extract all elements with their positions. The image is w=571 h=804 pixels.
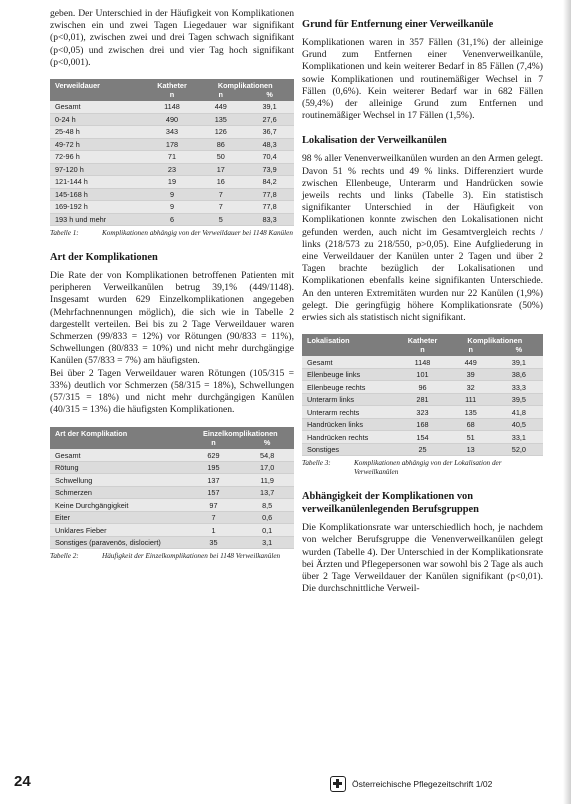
section-title-lokalisation: Lokalisation der Verweilkanülen	[302, 135, 447, 147]
row-label: 0-24 h	[50, 113, 148, 126]
caption-label: Tabelle 3:	[302, 459, 331, 468]
table-row	[50, 163, 294, 176]
table-row	[50, 138, 294, 151]
cell-value: 70,4	[245, 151, 294, 164]
th-lokalisation: Lokalisation	[302, 334, 398, 345]
row-label: Gesamt	[50, 449, 187, 461]
row-label: 169-192 h	[50, 201, 148, 214]
cell-value: 449	[447, 356, 495, 368]
table-lokalisation	[302, 334, 543, 456]
cell-value: 50	[196, 151, 245, 164]
row-label: Ellenbeuge rechts	[302, 381, 398, 394]
table-row	[50, 461, 294, 474]
cell-value: 449	[196, 101, 245, 113]
cell-value: 51	[447, 431, 495, 444]
table-verweildauer	[50, 79, 294, 226]
caption-text: Häufigkeit der Einzelkomplikationen bei 1148 Verweilkanülen	[102, 552, 281, 561]
sub-header: %	[495, 345, 543, 356]
paragraph-berufsgruppen: Die Komplikationsrate war unterschiedlich hoch, je nachdem von welcher Berufsgruppe die Venenverweilkanülen gelegt wurden (Tabelle 4). Der Unterschied in der Komplikationsrate bei Ärzten und Pflegepersonen war sowohl bis 2 Tage als auch über 2 Tage Verweildauer der Kanülen signifikant (p<0,01). Die durchschnittliche Verweil-	[302, 522, 543, 595]
table-row	[50, 188, 294, 201]
table-row	[50, 151, 294, 164]
sub-header: n	[447, 345, 495, 356]
paragraph-entfernung: Komplikationen waren in 357 Fällen (31,1%) der alleinige Grund zum Entfernen einer Venenverweilkanüle, Komplikationen und kein weiterer Bedarf in 85 Fällen (7,4%) sowie Komplikationen und routinemäßiger Wechsel in 7 Fällen (0,6%). Kein weiterer Bedarf war in 682 Fällen (59,4%) der alleinige Grund zum Entfernen und routinemäßiger Wechsel in 17 Fällen (1,5%).	[302, 37, 543, 122]
row-label: Schmerzen	[50, 486, 187, 499]
cell-value: 25	[398, 443, 446, 456]
row-label: 145-168 h	[50, 188, 148, 201]
table-row	[302, 431, 543, 444]
table-row	[302, 368, 543, 381]
cell-value: 77,8	[245, 188, 294, 201]
section-title-art: Art der Komplikationen	[50, 252, 158, 264]
table-row	[50, 176, 294, 189]
cross-logo-icon	[330, 776, 346, 792]
footer	[330, 776, 492, 792]
sub-header	[302, 345, 398, 356]
row-label: Sonstiges	[302, 443, 398, 456]
row-label: Gesamt	[302, 356, 398, 368]
table-3-block	[302, 334, 543, 477]
cell-value: 9	[148, 188, 197, 201]
cell-value: 0,1	[240, 524, 294, 537]
table-row	[50, 474, 294, 487]
row-label: Keine Durchgängigkeit	[50, 499, 187, 512]
cell-value: 39,5	[495, 393, 543, 406]
cell-value: 7	[196, 188, 245, 201]
cell-value: 168	[398, 418, 446, 431]
cell-value: 137	[187, 474, 241, 487]
row-label: Sonstiges (paravenös, dislociert)	[50, 536, 187, 549]
th-verweildauer: Verweildauer	[50, 79, 148, 90]
sub-header: n	[148, 90, 197, 101]
th-komplikationen: Komplikationen	[196, 79, 294, 90]
cell-value: 84,2	[245, 176, 294, 189]
cell-value: 13	[447, 443, 495, 456]
table-row	[50, 511, 294, 524]
caption-label: Tabelle 2:	[50, 552, 79, 561]
sub-header: n	[398, 345, 446, 356]
row-label: Handrücken rechts	[302, 431, 398, 444]
cell-value: 23	[148, 163, 197, 176]
cell-value: 83,3	[245, 213, 294, 226]
cell-value: 3,1	[240, 536, 294, 549]
cell-value: 77,8	[245, 201, 294, 214]
cell-value: 33,1	[495, 431, 543, 444]
table-row	[50, 486, 294, 499]
cell-value: 9	[148, 201, 197, 214]
cell-value: 1148	[398, 356, 446, 368]
table-caption	[50, 229, 294, 238]
left-column	[50, 0, 294, 561]
paragraph-art-2: Bei über 2 Tagen Verweildauer waren Rötungen (105/315 = 33%) deutlich vor Schmerzen (58/315 = 18%), Schwellungen (57/315 = 18%) und nicht mehr durchgängigen Kanülen (40/315 = 13%) die häufigsten Komplikationen.	[50, 367, 294, 416]
sub-header: %	[240, 438, 294, 449]
caption-text: Komplikationen abhängig von der Lokalisation der Verweilkanülen	[354, 459, 502, 477]
cell-value: 39,1	[495, 356, 543, 368]
table-caption	[302, 459, 543, 477]
section-title-entfernung: Grund für Entfernung einer Verweilkanüle	[302, 19, 494, 30]
cell-value: 38,6	[495, 368, 543, 381]
row-label: 97-120 h	[50, 163, 148, 176]
cell-value: 68	[447, 418, 495, 431]
cell-value: 154	[398, 431, 446, 444]
th-katheter: Katheter	[398, 334, 446, 345]
table-row	[302, 356, 543, 368]
th-komplikationen: Komplikationen	[447, 334, 543, 345]
cell-value: 32	[447, 381, 495, 394]
sub-header: n	[196, 90, 245, 101]
table-row	[50, 201, 294, 214]
cell-value: 111	[447, 393, 495, 406]
cell-value: 13,7	[240, 486, 294, 499]
caption-label: Tabelle 1:	[50, 229, 79, 238]
section-title-berufsgruppen: Abhängigkeit der Komplikationen von verweilkanülenlegenden Berufsgruppen	[302, 491, 479, 516]
table-body	[302, 356, 543, 456]
cell-value: 40,5	[495, 418, 543, 431]
table-row	[302, 406, 543, 419]
cell-value: 86	[196, 138, 245, 151]
cell-value: 96	[398, 381, 446, 394]
cell-value: 39,1	[245, 101, 294, 113]
cell-value: 135	[196, 113, 245, 126]
cell-value: 16	[196, 176, 245, 189]
table-row	[50, 524, 294, 537]
row-label: Handrücken links	[302, 418, 398, 431]
row-label: 49-72 h	[50, 138, 148, 151]
intro-paragraph: geben. Der Unterschied in der Häufigkeit von Komplikationen zwischen ein und zwei Tagen Liegedauer war signifikant (p<0,01), zwischen zwei und drei Tagen schwach signifikant (p<0,05) und zwischen drei und vier Tag hoch signifikant (p<0,001).	[50, 8, 294, 68]
cell-value: 54,8	[240, 449, 294, 461]
cell-value: 1	[187, 524, 241, 537]
table-row	[50, 101, 294, 113]
table-2-block	[50, 427, 294, 561]
table-row	[50, 113, 294, 126]
cell-value: 17,0	[240, 461, 294, 474]
table-row	[50, 126, 294, 139]
cell-value: 33,3	[495, 381, 543, 394]
table-body	[50, 101, 294, 226]
table-row	[302, 381, 543, 394]
row-label: Rötung	[50, 461, 187, 474]
cell-value: 73,9	[245, 163, 294, 176]
cell-value: 36,7	[245, 126, 294, 139]
cell-value: 490	[148, 113, 197, 126]
cell-value: 48,3	[245, 138, 294, 151]
cell-value: 101	[398, 368, 446, 381]
cell-value: 35	[187, 536, 241, 549]
row-label: Schwellung	[50, 474, 187, 487]
cell-value: 11,9	[240, 474, 294, 487]
table-1-block	[50, 79, 294, 238]
cell-value: 178	[148, 138, 197, 151]
table-body	[50, 449, 294, 549]
row-label: Eiter	[50, 511, 187, 524]
sub-header: %	[245, 90, 294, 101]
page-number: 24	[14, 773, 31, 790]
table-caption	[50, 552, 294, 561]
page-edge-shadow	[563, 0, 571, 804]
table-row	[50, 536, 294, 549]
cell-value: 7	[187, 511, 241, 524]
cell-value: 27,6	[245, 113, 294, 126]
cell-value: 195	[187, 461, 241, 474]
right-column	[302, 0, 543, 595]
row-label: Ellenbeuge links	[302, 368, 398, 381]
cell-value: 6	[148, 213, 197, 226]
th-einzelkomplikationen: Einzelkomplikationen	[187, 427, 294, 438]
row-label: Unterarm rechts	[302, 406, 398, 419]
cell-value: 19	[148, 176, 197, 189]
cell-value: 126	[196, 126, 245, 139]
table-einzelkomplikationen	[50, 427, 294, 549]
table-row	[50, 213, 294, 226]
cell-value: 71	[148, 151, 197, 164]
row-label: 193 h und mehr	[50, 213, 148, 226]
cell-value: 323	[398, 406, 446, 419]
table-row	[50, 449, 294, 461]
cell-value: 157	[187, 486, 241, 499]
table-row	[302, 418, 543, 431]
cell-value: 7	[196, 201, 245, 214]
sub-header	[50, 438, 187, 449]
cell-value: 41,8	[495, 406, 543, 419]
table-row	[302, 443, 543, 456]
cell-value: 17	[196, 163, 245, 176]
th-katheter: Katheter	[148, 79, 197, 90]
cell-value: 343	[148, 126, 197, 139]
cell-value: 1148	[148, 101, 197, 113]
paragraph-lokalisation: 98 % aller Venenverweilkanülen wurden an den Armen gelegt. Davon 51 % rechts und 49 % links. Differenziert wurde zwischen Ellenbeuge, Unterarm und Handrücken sowie jeweils rechts und links (Tabelle 3). Ein statistisch signifikanter Unterschied in der Häufigkeit von Komplikationen konnte zwischen den Lokalisationen nicht gefunden werden, auch nicht im Gesamtvergleich rechts / links (218/573 zu 218/550, p>0,05). Eine Aufgliederung in eine Verweildauer der Kanülen unter 2 Tagen und über 2 Tagen brachte bezüglich der Lokalisationen und Komplikationen ebenfalls keine signifikanten Unterschiede. An den unteren Extremitäten wurden nur 22 Kanülen (1,9%) gelegt. Die geringfügig höhere Komplikationsrate (50%) erwies sich als statistisch nicht signifikant.	[302, 153, 543, 324]
cell-value: 39	[447, 368, 495, 381]
table-row	[302, 393, 543, 406]
cell-value: 629	[187, 449, 241, 461]
sub-header	[50, 90, 148, 101]
cell-value: 5	[196, 213, 245, 226]
cell-value: 135	[447, 406, 495, 419]
row-label: Unterarm links	[302, 393, 398, 406]
paragraph-art-1: Die Rate der von Komplikationen betroffenen Patienten mit peripheren Verweilkanülen betrug 39,1% (449/1148). Insgesamt wurden 629 Einzelkomplikationen angegeben (Mehrfachnennungen möglich), die sich wie in Tabelle 2 dargestellt verteilen. Bei bis zu 2 Tage Verweildauer waren Schmerzen (99/833 = 12%) vor Rötungen (90/833 = 11%), Schwellungen (80/833 = 10%) und nicht mehr durchgängige Kanülen (57/833 = 7%) am häufigsten.	[50, 270, 294, 367]
th-art: Art der Komplikation	[50, 427, 187, 438]
row-label: 72-96 h	[50, 151, 148, 164]
row-label: Gesamt	[50, 101, 148, 113]
journal-name: Österreichische Pflegezeitschrift 1/02	[352, 779, 493, 789]
caption-text: Komplikationen abhängig von der Verweildauer bei 1148 Kanülen	[102, 229, 293, 238]
row-label: 25-48 h	[50, 126, 148, 139]
cell-value: 97	[187, 499, 241, 512]
cell-value: 281	[398, 393, 446, 406]
cell-value: 52,0	[495, 443, 543, 456]
table-row	[50, 499, 294, 512]
cell-value: 8,5	[240, 499, 294, 512]
row-label: Unklares Fieber	[50, 524, 187, 537]
row-label: 121-144 h	[50, 176, 148, 189]
sub-header: n	[187, 438, 241, 449]
cell-value: 0,6	[240, 511, 294, 524]
